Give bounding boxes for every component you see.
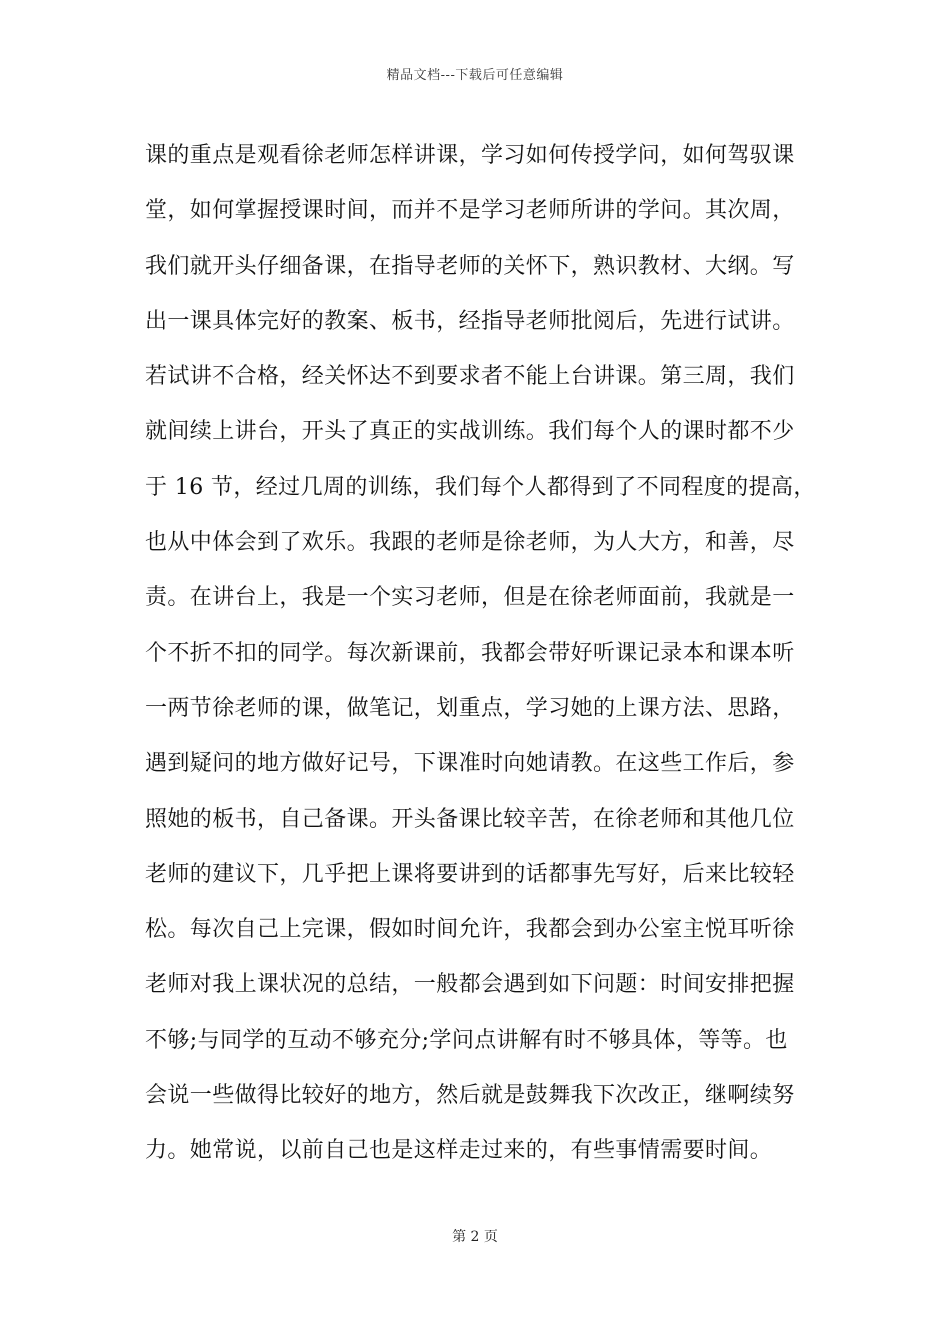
- text-line: 我们就开头仔细备课，在指导老师的关怀下，熟识教材、大纲。写: [145, 253, 795, 279]
- text-line: 若试讲不合格，经关怀达不到要求者不能上台讲课。第三周，我们: [145, 364, 795, 390]
- page-header: 精品文档---下载后可任意编辑: [386, 68, 564, 83]
- text-line: 不够;与同学的互动不够充分;学问点讲解有时不够具体，等等。也: [145, 1027, 788, 1053]
- text-line: 出一课具体完好的教案、板书，经指导老师批阅后，先进行试讲。: [145, 308, 795, 334]
- text-line: 照她的板书，自己备课。开头备课比较辛苦，在徐老师和其他几位: [145, 806, 795, 832]
- text-line: 松。每次自己上完课，假如时间允许，我都会到办公室主悦耳听徐: [145, 917, 795, 943]
- text-line: 力。她常说，以前自己也是这样走过来的，有些事情需要时间。: [145, 1138, 773, 1164]
- text-line: 老师对我上课状况的总结，一般都会遇到如下问题：时间安排把握: [145, 972, 795, 998]
- text-line: 也从中体会到了欢乐。我跟的老师是徐老师，为人大方，和善，尽: [145, 530, 795, 556]
- text-line: 责。在讲台上，我是一个实习老师，但是在徐老师面前，我就是一: [145, 585, 795, 611]
- text-line: 一两节徐老师的课，做笔记，划重点，学习她的上课方法、思路，: [145, 695, 795, 721]
- body-text: [145, 128, 816, 1179]
- text-line: 老师的建议下，几乎把上课将要讲到的话都事先写好，后来比较轻: [145, 861, 795, 887]
- page-number: 第 2 页: [452, 1229, 498, 1245]
- text-line: 堂，如何掌握授课时间，而并不是学习老师所讲的学问。其次周，: [145, 198, 795, 224]
- text-line: 会说一些做得比较好的地方，然后就是鼓舞我下次改正，继啊续努: [145, 1083, 795, 1109]
- text-line: 于 16 节，经过几周的训练，我们每个人都得到了不同程度的提高，: [145, 474, 816, 500]
- text-line: 遇到疑问的地方做好记号，下课准时向她请教。在这些工作后，参: [145, 751, 795, 777]
- text-line: 课的重点是观看徐老师怎样讲课，学习如何传授学问，如何驾驭课: [145, 143, 795, 168]
- text-line: 就间续上讲台，开头了真正的实战训练。我们每个人的课时都不少: [145, 419, 795, 445]
- text-line: 个不折不扣的同学。每次新课前，我都会带好听课记录本和课本听: [145, 640, 795, 666]
